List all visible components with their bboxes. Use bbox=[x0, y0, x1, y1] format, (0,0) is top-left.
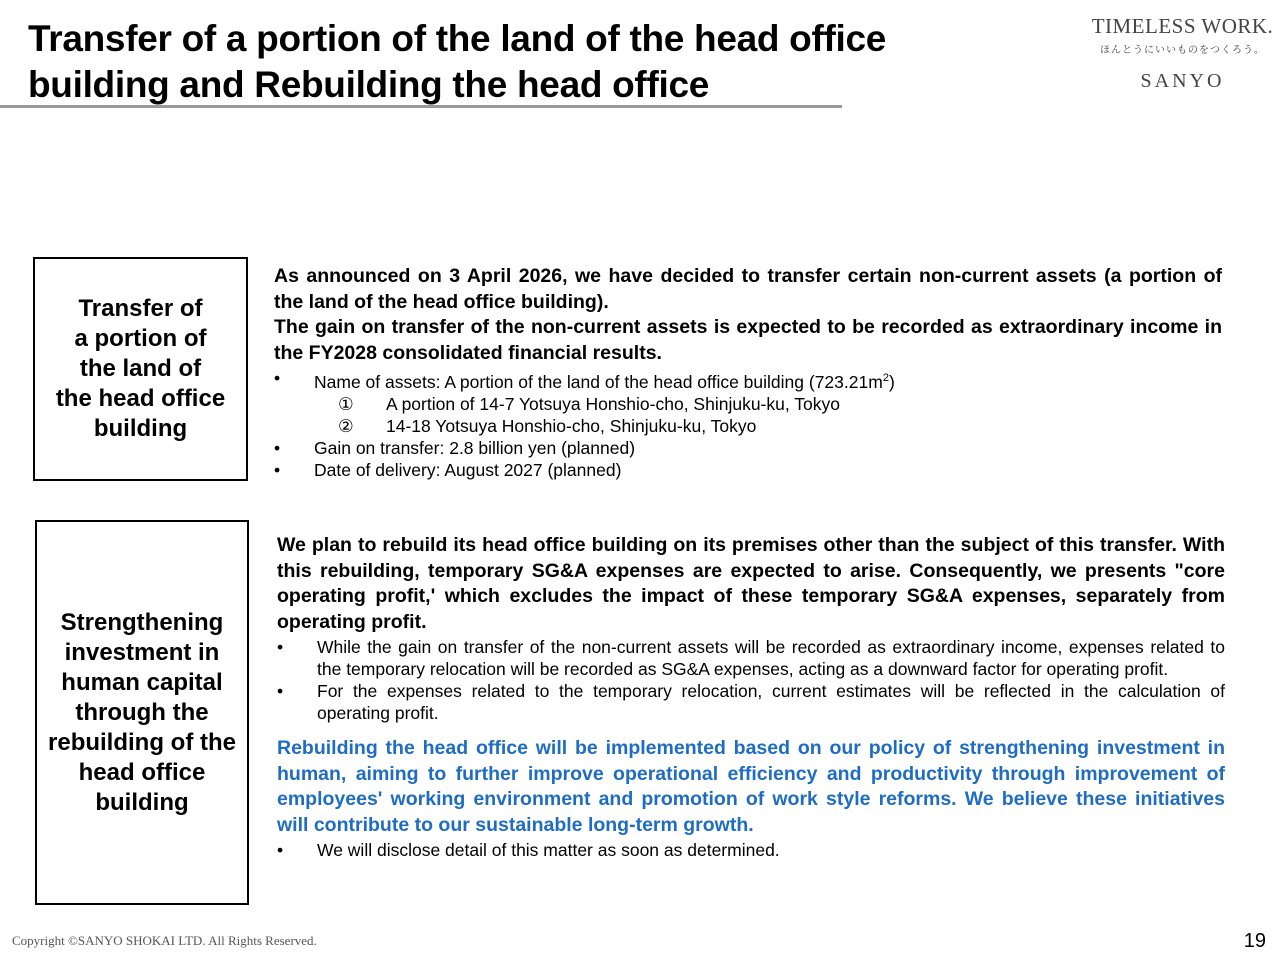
heading-line: building bbox=[95, 788, 189, 816]
bullet: • bbox=[274, 459, 281, 480]
list-item bbox=[274, 367, 1222, 393]
heading-line: human capital bbox=[61, 668, 223, 696]
list-item-text: We will disclose detail of this matter as soon as determined. bbox=[317, 839, 780, 860]
sub-item bbox=[274, 415, 1222, 437]
list-item-text: Gain on transfer: 2.8 billion yen (planned) bbox=[314, 437, 636, 458]
section1-heading-box bbox=[33, 257, 248, 481]
section2-heading-box bbox=[35, 520, 249, 905]
bullet: • bbox=[274, 367, 281, 388]
superscript: 2 bbox=[882, 371, 889, 384]
list-item bbox=[277, 636, 1225, 680]
section2-body bbox=[277, 533, 1225, 861]
list-item-text bbox=[314, 367, 1222, 393]
logo-brand: SANYO bbox=[1140, 70, 1225, 92]
heading-line: a portion of bbox=[74, 325, 207, 352]
list-item-text: While the gain on transfer of the non-current assets will be recorded as extraordinary income, expenses related to the temporary relocation will be recorded as SG&A expenses, acting as a downward factor for operating profit. bbox=[317, 636, 1225, 679]
heading-line: the head office bbox=[55, 385, 226, 412]
circled-number: ② bbox=[338, 415, 354, 436]
heading-line: through the bbox=[75, 698, 209, 726]
heading-line: investment in bbox=[64, 638, 220, 666]
list-item-text: For the expenses related to the temporary relocation, current estimates will be reflected in the calculation of operating profit. bbox=[317, 680, 1225, 723]
logo-tagline: TIMELESS WORK. bbox=[1091, 14, 1274, 38]
heading-line: rebuilding of the bbox=[48, 728, 236, 756]
copyright: Copyright ©SANYO SHOKAI LTD. All Rights Reserved. bbox=[12, 933, 317, 948]
announcement-paragraph: As announced on 3 April 2026, we have decided to transfer certain non-current assets (a portion of the land of the head office building). bbox=[274, 265, 1222, 313]
logo-subtagline: ほんとうにいいものをつくろう。 bbox=[1100, 45, 1265, 56]
title-line: building and Rebuilding the head office bbox=[28, 64, 710, 105]
sub-item-text: 14-18 Yotsuya Honshio-cho, Shinjuku-ku, Tokyo bbox=[386, 415, 757, 436]
policy-paragraph: Rebuilding the head office will be implemented based on our policy of strengthening investment in human, aiming to further improve operational efficiency and productivity through improvement of employees' working environment and promotion of work style reforms. We believe these initiatives will contribute to our sustainable long-term growth. bbox=[277, 736, 1225, 836]
title-divider bbox=[0, 105, 842, 108]
heading-line: building bbox=[93, 415, 188, 442]
list-item bbox=[274, 437, 1222, 459]
sub-item bbox=[274, 393, 1222, 415]
bullet: • bbox=[277, 839, 284, 860]
title-line: Transfer of a portion of the land of the head office bbox=[28, 18, 887, 59]
bullet: • bbox=[277, 680, 284, 701]
list-item bbox=[277, 680, 1225, 724]
heading-line: Transfer of bbox=[78, 295, 203, 322]
paren: ) bbox=[888, 371, 895, 392]
page-title bbox=[28, 16, 886, 108]
section1-body bbox=[274, 264, 1222, 481]
list-item bbox=[277, 839, 1225, 861]
company-logo bbox=[1090, 14, 1275, 93]
page-number: 19 bbox=[1243, 930, 1266, 952]
assets-name: Name of assets: A portion of the land of the head office building (723.21m bbox=[314, 371, 883, 392]
gain-paragraph: The gain on transfer of the non-current assets is expected to be recorded as extraordinary income in the FY2028 consolidated financial results. bbox=[274, 316, 1222, 365]
heading-line: the land of bbox=[79, 355, 202, 382]
sub-item-text: A portion of 14-7 Yotsuya Honshio-cho, Shinjuku-ku, Tokyo bbox=[386, 393, 840, 414]
heading-line: Strengthening bbox=[60, 608, 224, 636]
list-item bbox=[274, 459, 1222, 481]
rebuild-paragraph: We plan to rebuild its head office building on its premises other than the subject of this transfer. With this rebuilding, temporary SG&A expenses are expected to arise. Consequently, we presents "core operating profit,' which excludes the impact of these temporary SG&A expenses, separately from operating profit. bbox=[277, 534, 1225, 634]
circled-number: ① bbox=[338, 393, 354, 414]
bullet: • bbox=[274, 437, 281, 458]
list-item-text: Date of delivery: August 2027 (planned) bbox=[314, 459, 622, 480]
heading-line: head office bbox=[78, 758, 206, 786]
bullet: • bbox=[277, 636, 284, 657]
